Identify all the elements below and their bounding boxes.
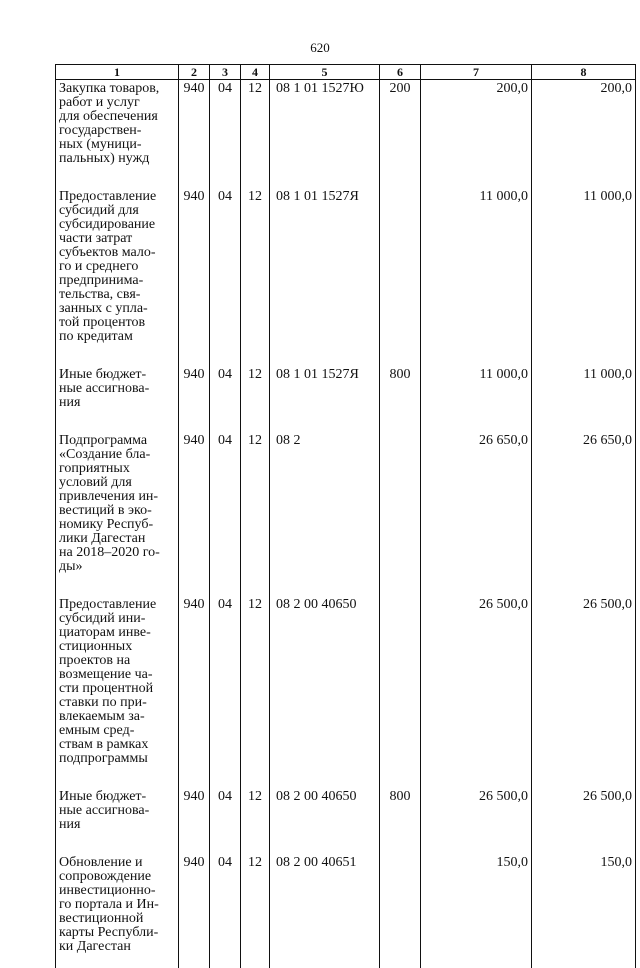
amount-col8: 200,0 (532, 80, 636, 189)
row-name-line: предпринима- (59, 274, 176, 288)
row-name-line: ния (59, 396, 176, 410)
row-name-line: пальных) нужд (59, 152, 176, 166)
subsection-code: 12 (241, 596, 270, 788)
row-name-line: привлечения ин- (59, 490, 176, 504)
table-row (56, 596, 636, 788)
row-name-line: стиционных (59, 640, 176, 654)
row-name-line: субсидий для (59, 204, 176, 218)
subsection-code: 12 (241, 188, 270, 366)
table-row (56, 788, 636, 854)
row-name-line: Закупка товаров, (59, 82, 176, 96)
section-code: 04 (210, 596, 241, 788)
ministry-code: 940 (179, 366, 210, 432)
target-article-code: 08 2 (270, 432, 380, 596)
amount-col8: 26 500,0 (532, 596, 636, 788)
amount-col7: 11 000,0 (421, 188, 532, 366)
header-cell: 1 (56, 65, 179, 80)
section-code: 04 (210, 366, 241, 432)
expense-type-code (380, 854, 421, 968)
amount-col8: 11 000,0 (532, 366, 636, 432)
expense-type-code (380, 596, 421, 788)
table-row (56, 188, 636, 366)
row-name-line: инвестиционно- (59, 884, 176, 898)
target-article-code: 08 1 01 1527Я (270, 366, 380, 432)
expense-type-code (380, 432, 421, 596)
amount-col8: 26 500,0 (532, 788, 636, 854)
row-name-line: номику Респуб- (59, 518, 176, 532)
amount-col7: 26 500,0 (421, 788, 532, 854)
row-name-line: ки Дагестан (59, 940, 176, 954)
target-article-code: 08 2 00 40650 (270, 788, 380, 854)
row-name-line: Подпрограмма (59, 434, 176, 448)
row-name-line: той процентов (59, 316, 176, 330)
ministry-code: 940 (179, 80, 210, 189)
row-name-line: возмещение ча- (59, 668, 176, 682)
row-name-line: ставки по при- (59, 696, 176, 710)
header-cell: 4 (241, 65, 270, 80)
row-name-line: субъектов мало- (59, 246, 176, 260)
row-name-line: субсидий ини- (59, 612, 176, 626)
ministry-code: 940 (179, 854, 210, 968)
row-name-line: Иные бюджет- (59, 368, 176, 382)
budget-table (55, 64, 636, 968)
row-name-line: части затрат (59, 232, 176, 246)
target-article-code: 08 2 00 40651 (270, 854, 380, 968)
ministry-code: 940 (179, 788, 210, 854)
row-name-line: для обеспечения (59, 110, 176, 124)
row-name-line: занных с упла- (59, 302, 176, 316)
row-name-line: ния (59, 818, 176, 832)
section-code: 04 (210, 788, 241, 854)
row-name-line: ных (муници- (59, 138, 176, 152)
row-name-line: Предоставление (59, 598, 176, 612)
target-article-code: 08 2 00 40650 (270, 596, 380, 788)
row-name-line: го и среднего (59, 260, 176, 274)
row-name-line: влекаемым за- (59, 710, 176, 724)
table-row (56, 432, 636, 596)
row-name-line: вестиционной (59, 912, 176, 926)
row-name-line: ные ассигнова- (59, 382, 176, 396)
header-cell: 8 (532, 65, 636, 80)
section-code: 04 (210, 80, 241, 189)
table-row (56, 854, 636, 968)
target-article-code: 08 1 01 1527Ю (270, 80, 380, 189)
row-name-line: Предоставление (59, 190, 176, 204)
row-name (56, 188, 179, 366)
page-number: 620 (0, 40, 640, 56)
ministry-code: 940 (179, 432, 210, 596)
expense-type-code: 200 (380, 80, 421, 189)
row-name-line: ные ассигнова- (59, 804, 176, 818)
amount-col7: 150,0 (421, 854, 532, 968)
amount-col8: 150,0 (532, 854, 636, 968)
row-name (56, 788, 179, 854)
expense-type-code (380, 188, 421, 366)
row-name-line: лики Дагестан (59, 532, 176, 546)
header-cell: 2 (179, 65, 210, 80)
expense-type-code: 800 (380, 366, 421, 432)
amount-col8: 26 650,0 (532, 432, 636, 596)
row-name-line: емным сред- (59, 724, 176, 738)
subsection-code: 12 (241, 80, 270, 189)
row-name (56, 80, 179, 189)
row-name-line: субсидирование (59, 218, 176, 232)
ministry-code: 940 (179, 596, 210, 788)
amount-col8: 11 000,0 (532, 188, 636, 366)
row-name-line: Иные бюджет- (59, 790, 176, 804)
row-name-line: «Создание бла- (59, 448, 176, 462)
row-name-line: работ и услуг (59, 96, 176, 110)
row-name-line: государствен- (59, 124, 176, 138)
expense-type-code: 800 (380, 788, 421, 854)
row-name-line: условий для (59, 476, 176, 490)
row-name-line: сопровождение (59, 870, 176, 884)
row-name-line: сти процентной (59, 682, 176, 696)
amount-col7: 200,0 (421, 80, 532, 189)
row-name-line: карты Республи- (59, 926, 176, 940)
section-code: 04 (210, 854, 241, 968)
row-name (56, 366, 179, 432)
row-name-line: на 2018–2020 го- (59, 546, 176, 560)
target-article-code: 08 1 01 1527Я (270, 188, 380, 366)
row-name-line: циаторам инве- (59, 626, 176, 640)
row-name (56, 432, 179, 596)
header-cell: 5 (270, 65, 380, 80)
subsection-code: 12 (241, 854, 270, 968)
row-name-line: Обновление и (59, 856, 176, 870)
amount-col7: 11 000,0 (421, 366, 532, 432)
row-name-line: гоприятных (59, 462, 176, 476)
row-name-line: подпрограммы (59, 752, 176, 766)
header-row (56, 65, 636, 80)
amount-col7: 26 650,0 (421, 432, 532, 596)
subsection-code: 12 (241, 366, 270, 432)
row-name-line: проектов на (59, 654, 176, 668)
row-name-line: по кредитам (59, 330, 176, 344)
section-code: 04 (210, 432, 241, 596)
table-body (56, 80, 636, 968)
table-row (56, 80, 636, 189)
row-name-line: вестиций в эко- (59, 504, 176, 518)
row-name (56, 854, 179, 968)
row-name-line: ды» (59, 560, 176, 574)
header-cell: 3 (210, 65, 241, 80)
subsection-code: 12 (241, 788, 270, 854)
section-code: 04 (210, 188, 241, 366)
row-name-line: тельства, свя- (59, 288, 176, 302)
row-name-line: ствам в рамках (59, 738, 176, 752)
header-cell: 7 (421, 65, 532, 80)
row-name (56, 596, 179, 788)
subsection-code: 12 (241, 432, 270, 596)
table-row (56, 366, 636, 432)
header-cell: 6 (380, 65, 421, 80)
amount-col7: 26 500,0 (421, 596, 532, 788)
row-name-line: го портала и Ин- (59, 898, 176, 912)
ministry-code: 940 (179, 188, 210, 366)
